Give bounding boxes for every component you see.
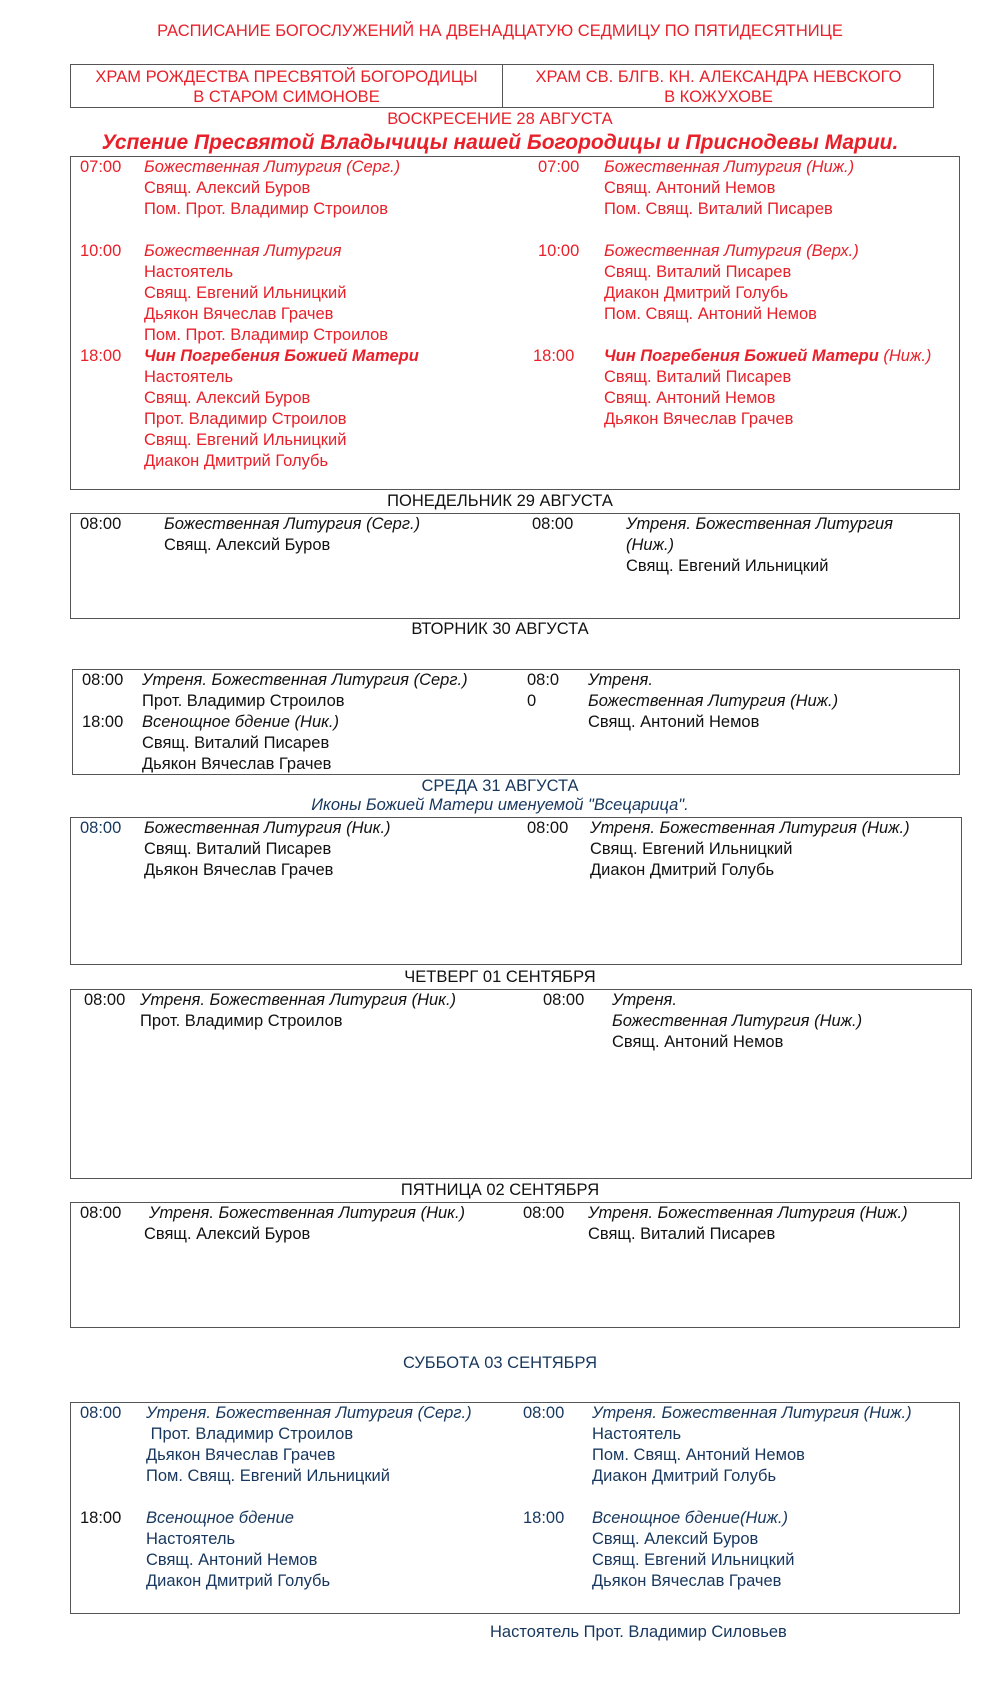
service-name: Утреня. Божественная Литургия bbox=[140, 991, 407, 1009]
service-place: (Ниж.) bbox=[883, 347, 932, 365]
church-left-line2: В СТАРОМ СИМОНОВЕ bbox=[193, 88, 380, 106]
service-title bbox=[144, 818, 391, 839]
service-title bbox=[149, 1203, 465, 1224]
clergy-line: Настоятель bbox=[146, 1530, 236, 1548]
service-time: 07:00 bbox=[538, 158, 580, 176]
service-name: Божественная Литургия bbox=[604, 242, 802, 260]
clergy-line: Диакон Дмитрий Голубь bbox=[590, 861, 775, 879]
clergy-line: Настоятель bbox=[144, 368, 234, 386]
day-title-monday: ПОНЕДЕЛЬНИК 29 АВГУСТА bbox=[387, 492, 613, 510]
service-name: Божественная Литургия bbox=[164, 515, 362, 533]
clergy-line: Свящ. Алексий Буров bbox=[144, 389, 311, 407]
church-right bbox=[503, 65, 934, 107]
service-title bbox=[590, 818, 910, 839]
service-time: 18:00 bbox=[523, 1509, 565, 1527]
clergy-line: Свящ. Евгений Ильницкий bbox=[626, 557, 829, 575]
service-name: Утреня. bbox=[612, 991, 677, 1009]
service-name: Всенощное бдение bbox=[146, 1509, 294, 1527]
clergy-line: Прот. Владимир Строилов bbox=[144, 410, 347, 428]
service-time: 10:00 bbox=[80, 242, 122, 260]
service-time: 10:00 bbox=[538, 242, 580, 260]
service-name: Божественная Литургия bbox=[612, 1012, 810, 1030]
service-time: 18:00 bbox=[80, 347, 122, 365]
service-time-cont: 0 bbox=[527, 692, 537, 710]
church-left bbox=[71, 65, 503, 107]
clergy-line: Свящ. Алексий Буров bbox=[144, 1225, 311, 1243]
service-title bbox=[604, 241, 859, 262]
service-name: Утреня. Божественная Литургия bbox=[588, 1204, 855, 1222]
clergy-line: Настоятель bbox=[144, 263, 234, 281]
service-name: Утреня. Божественная Литургия bbox=[149, 1204, 416, 1222]
churches-header bbox=[70, 64, 934, 108]
service-place: (Ниж.) bbox=[739, 1509, 788, 1527]
service-time: 18:00 bbox=[82, 713, 124, 731]
service-name: Утреня. Божественная Литургия bbox=[146, 1404, 413, 1422]
service-time: 08:00 bbox=[80, 515, 122, 533]
service-place: (Серг.) bbox=[413, 671, 468, 689]
service-place: (Ниж.) bbox=[626, 536, 675, 554]
clergy-line: Диакон Дмитрий Голубь bbox=[604, 284, 789, 302]
service-name: Всенощное бдение bbox=[142, 713, 290, 731]
service-place: (Серг.) bbox=[346, 158, 401, 176]
clergy-line: Прот. Владимир Строилов bbox=[142, 692, 345, 710]
clergy-line: Диакон Дмитрий Голубь bbox=[144, 452, 329, 470]
clergy-line: Свящ. Алексий Буров bbox=[164, 536, 331, 554]
service-title bbox=[164, 514, 420, 535]
clergy-line: Дьякон Вячеслав Грачев bbox=[144, 305, 334, 323]
clergy-line: Свящ. Алексий Буров bbox=[592, 1530, 759, 1548]
clergy-line: Свящ. Антоний Немов bbox=[612, 1033, 784, 1051]
service-place: (Ниж.) bbox=[863, 1404, 912, 1422]
clergy-line: Дьякон Вячеслав Грачев bbox=[146, 1446, 336, 1464]
service-name: Утреня. Божественная Литургия bbox=[590, 819, 857, 837]
clergy-line: Свящ. Евгений Ильницкий bbox=[592, 1551, 795, 1569]
service-place: (Ниж.) bbox=[859, 1204, 908, 1222]
service-place: (Серг.) bbox=[417, 1404, 472, 1422]
service-title bbox=[592, 1508, 788, 1529]
service-place: (Ниж.) bbox=[806, 158, 855, 176]
service-time: 07:00 bbox=[80, 158, 122, 176]
clergy-line: Свящ. Виталий Писарев bbox=[604, 263, 792, 281]
day-title-friday: ПЯТНИЦА 02 СЕНТЯБРЯ bbox=[400, 1181, 600, 1199]
day-title-sunday: ВОСКРЕСЕНИЕ 28 АВГУСТА bbox=[387, 110, 613, 128]
service-name: Утреня. Божественная Литургия bbox=[626, 515, 893, 533]
clergy-line: Пом. Прот. Владимир Строилов bbox=[144, 200, 389, 218]
clergy-line: Дьякон Вячеслав Грачев bbox=[592, 1572, 782, 1590]
service-time: 08:0 bbox=[527, 671, 560, 689]
clergy-line: Свящ. Евгений Ильницкий bbox=[144, 284, 347, 302]
service-title bbox=[142, 670, 468, 691]
clergy-line: Настоятель bbox=[592, 1425, 682, 1443]
service-place: (Ник.) bbox=[411, 991, 457, 1009]
clergy-line: Прот. Владимир Строилов bbox=[140, 1012, 343, 1030]
clergy-line: Пом. Свящ. Антоний Немов bbox=[592, 1446, 805, 1464]
church-right-line2: В КОЖУХОВЕ bbox=[664, 88, 773, 106]
service-name: Божественная Литургия bbox=[144, 158, 342, 176]
service-time: 08:00 bbox=[84, 991, 126, 1009]
church-left-line1: ХРАМ РОЖДЕСТВА ПРЕСВЯТОЙ БОГОРОДИЦЫ bbox=[95, 68, 478, 86]
service-title bbox=[604, 157, 854, 178]
service-time: 08:00 bbox=[523, 1404, 565, 1422]
service-name: Божественная Литургия bbox=[144, 819, 342, 837]
service-title bbox=[140, 990, 456, 1011]
service-time: 08:00 bbox=[80, 1204, 122, 1222]
service-place: (Серг.) bbox=[366, 515, 421, 533]
service-time: 08:00 bbox=[543, 991, 585, 1009]
service-name: Утреня. bbox=[588, 671, 653, 689]
service-time: 18:00 bbox=[533, 347, 575, 365]
clergy-line: Свящ. Виталий Писарев bbox=[588, 1225, 776, 1243]
church-right-line1: ХРАМ СВ. БЛГВ. КН. АЛЕКСАНДРА НЕВСКОГО bbox=[535, 68, 902, 86]
service-title bbox=[144, 157, 400, 178]
clergy-line: Свящ. Антоний Немов bbox=[604, 179, 776, 197]
clergy-line: Свящ. Виталий Писарев bbox=[604, 368, 792, 386]
service-title bbox=[592, 1403, 912, 1424]
service-name: Божественная Литургия bbox=[588, 692, 786, 710]
service-name: Всенощное бдение bbox=[592, 1509, 740, 1527]
clergy-line: Дьякон Вячеслав Грачев bbox=[142, 755, 332, 773]
service-title bbox=[588, 691, 838, 712]
clergy-line: Пом. Свящ. Виталий Писарев bbox=[604, 200, 833, 218]
clergy-line: Дьякон Вячеслав Грачев bbox=[144, 861, 334, 879]
feast-sunday: Успение Пресвятой Владычицы нашей Богородицы и Приснодевы Марии. bbox=[101, 131, 899, 154]
clergy-line: Свящ. Виталий Писарев bbox=[142, 734, 330, 752]
day-title-wednesday: СРЕДА 31 АВГУСТА bbox=[421, 777, 579, 795]
clergy-line: Дьякон Вячеслав Грачев bbox=[604, 410, 794, 428]
service-place: (Ниж.) bbox=[790, 692, 839, 710]
service-time: 08:00 bbox=[532, 515, 574, 533]
service-name: Чин Погребения Божией Матери bbox=[144, 347, 419, 365]
service-time: 08:00 bbox=[527, 819, 569, 837]
footer-signature: Настоятель Прот. Владимир Силовьев bbox=[490, 1623, 787, 1641]
day-title-thursday: ЧЕТВЕРГ 01 СЕНТЯБРЯ bbox=[404, 968, 596, 986]
clergy-line: Пом. Свящ. Антоний Немов bbox=[604, 305, 817, 323]
service-name: Утреня. Божественная Литургия bbox=[142, 671, 409, 689]
service-title bbox=[604, 346, 931, 367]
service-time: 18:00 bbox=[80, 1509, 122, 1527]
feast-wednesday: Иконы Божией Матери именуемой "Всецарица". bbox=[311, 796, 689, 814]
service-time: 08:00 bbox=[80, 1404, 122, 1422]
clergy-line: Свящ. Антоний Немов bbox=[588, 713, 760, 731]
service-name: Чин Погребения Божией Матери bbox=[604, 347, 879, 365]
clergy-line: Диакон Дмитрий Голубь bbox=[592, 1467, 777, 1485]
service-time: 08:00 bbox=[80, 819, 122, 837]
service-place: (Верх.) bbox=[806, 242, 859, 260]
day-title-saturday: СУББОТА 03 СЕНТЯБРЯ bbox=[402, 1354, 598, 1372]
service-place: (Ник.) bbox=[420, 1204, 466, 1222]
clergy-line: Свящ. Евгений Ильницкий bbox=[144, 431, 347, 449]
service-time: 08:00 bbox=[523, 1204, 565, 1222]
service-place: (Ник.) bbox=[294, 713, 340, 731]
service-time: 08:00 bbox=[82, 671, 124, 689]
service-name: Божественная Литургия bbox=[144, 242, 342, 260]
clergy-line: Свящ. Алексий Буров bbox=[144, 179, 311, 197]
clergy-line: Диакон Дмитрий Голубь bbox=[146, 1572, 331, 1590]
service-place: (Ник.) bbox=[346, 819, 391, 837]
service-title bbox=[612, 1011, 862, 1032]
service-name: Утреня. Божественная Литургия bbox=[592, 1404, 859, 1422]
service-title bbox=[588, 1203, 908, 1224]
day-title-tuesday: ВТОРНИК 30 АВГУСТА bbox=[411, 620, 589, 638]
service-name: Божественная Литургия bbox=[604, 158, 802, 176]
service-place: (Ниж.) bbox=[814, 1012, 863, 1030]
service-title bbox=[146, 1403, 472, 1424]
clergy-line: Свящ. Евгений Ильницкий bbox=[590, 840, 793, 858]
clergy-line: Свящ. Антоний Немов bbox=[604, 389, 776, 407]
clergy-line: Пом. Свящ. Евгений Ильницкий bbox=[146, 1467, 390, 1485]
clergy-line: Пом. Прот. Владимир Строилов bbox=[144, 326, 389, 344]
clergy-line: Прот. Владимир Строилов bbox=[146, 1425, 354, 1443]
clergy-line: Свящ. Виталий Писарев bbox=[144, 840, 332, 858]
service-place: (Ниж.) bbox=[861, 819, 910, 837]
service-title bbox=[142, 712, 339, 733]
clergy-line: Свящ. Антоний Немов bbox=[146, 1551, 318, 1569]
page-title: РАСПИСАНИЕ БОГОСЛУЖЕНИЙ НА ДВЕНАДЦАТУЮ СЕДМИЦУ ПО ПЯТИДЕСЯТНИЦЕ bbox=[157, 22, 843, 40]
